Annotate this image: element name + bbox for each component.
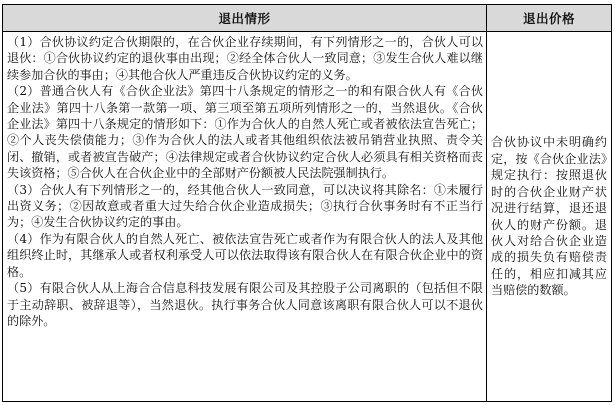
exit-price-cell: 合伙协议中未明确约定，按《合伙企业法》规定执行：按照退伙时的合伙企业财产状况进行结算，退还退伙人的财产份额。退伙人对给合伙企业造成的损失负有赔偿责任的，相应扣减其应当赔偿的数额。 — [487, 32, 612, 402]
situation-item-2: （2）普通合伙人有《合伙企业法》第四十八条规定的情形之一的和有限合伙人有《合伙企业法》第四十八条第一款第一项、第三项至第五项所列情形之一的，当然退伙。《合伙企业法》第四十八条规定的情形如下：①作为合伙人的自然人死亡或者被依法宣告死亡；②个人丧失偿债能力；③作为合伙人的法人或者其他组织依法被吊销营业执照、责令关闭、撤销，或者被宣告破产；④法律规定或者合伙协议约定合伙人必须具有相关资格而丧失该资格；⑤合伙人在合伙企业中的全部财产份额被人民法院强制执行。 — [7, 84, 483, 181]
situation-item-1: （1）合伙协议约定合伙期限的，在合伙企业存续期间，有下列情形之一的，合伙人可以退伙：①合伙协议约定的退伙事由出现；②经全体合伙人一致同意；③发生合伙人难以继续参加合伙的事由；④其他合伙人严重违反合伙协议约定的义务。 — [7, 35, 483, 82]
exit-terms-table — [2, 4, 612, 402]
situation-item-4: （4）作为有限合伙人的自然人死亡、被依法宣告死亡或者作为有限合伙人的法人及其他组织终止时，其继承人或者权利承受人可以依法取得该有限合伙人在有限合伙企业中的资格。 — [7, 231, 483, 279]
situation-item-5: （5）有限合伙人从上海合合信息科技发展有限公司及其控股子公司离职的（包括但不限于主动辞职、被辞退等），当然退伙。执行事务合伙人同意该离职有限合伙人可以不退伙的除外。 — [7, 281, 483, 328]
exit-terms-table-wrapper — [2, 4, 611, 402]
header-exit-situation: 退出情形 — [3, 5, 487, 32]
exit-situation-cell — [3, 32, 487, 402]
header-exit-price: 退出价格 — [487, 5, 612, 32]
table-row — [3, 32, 612, 402]
situation-item-3: （3）合伙人有下列情形之一的，经其他合伙人一致同意，可以决议将其除名：①未履行出资义务；②因故意或者重大过失给合伙企业造成损失；③执行合伙事务时有不正当行为；④发生合伙协议约定的事由。 — [7, 182, 483, 230]
table-header-row — [3, 5, 612, 32]
